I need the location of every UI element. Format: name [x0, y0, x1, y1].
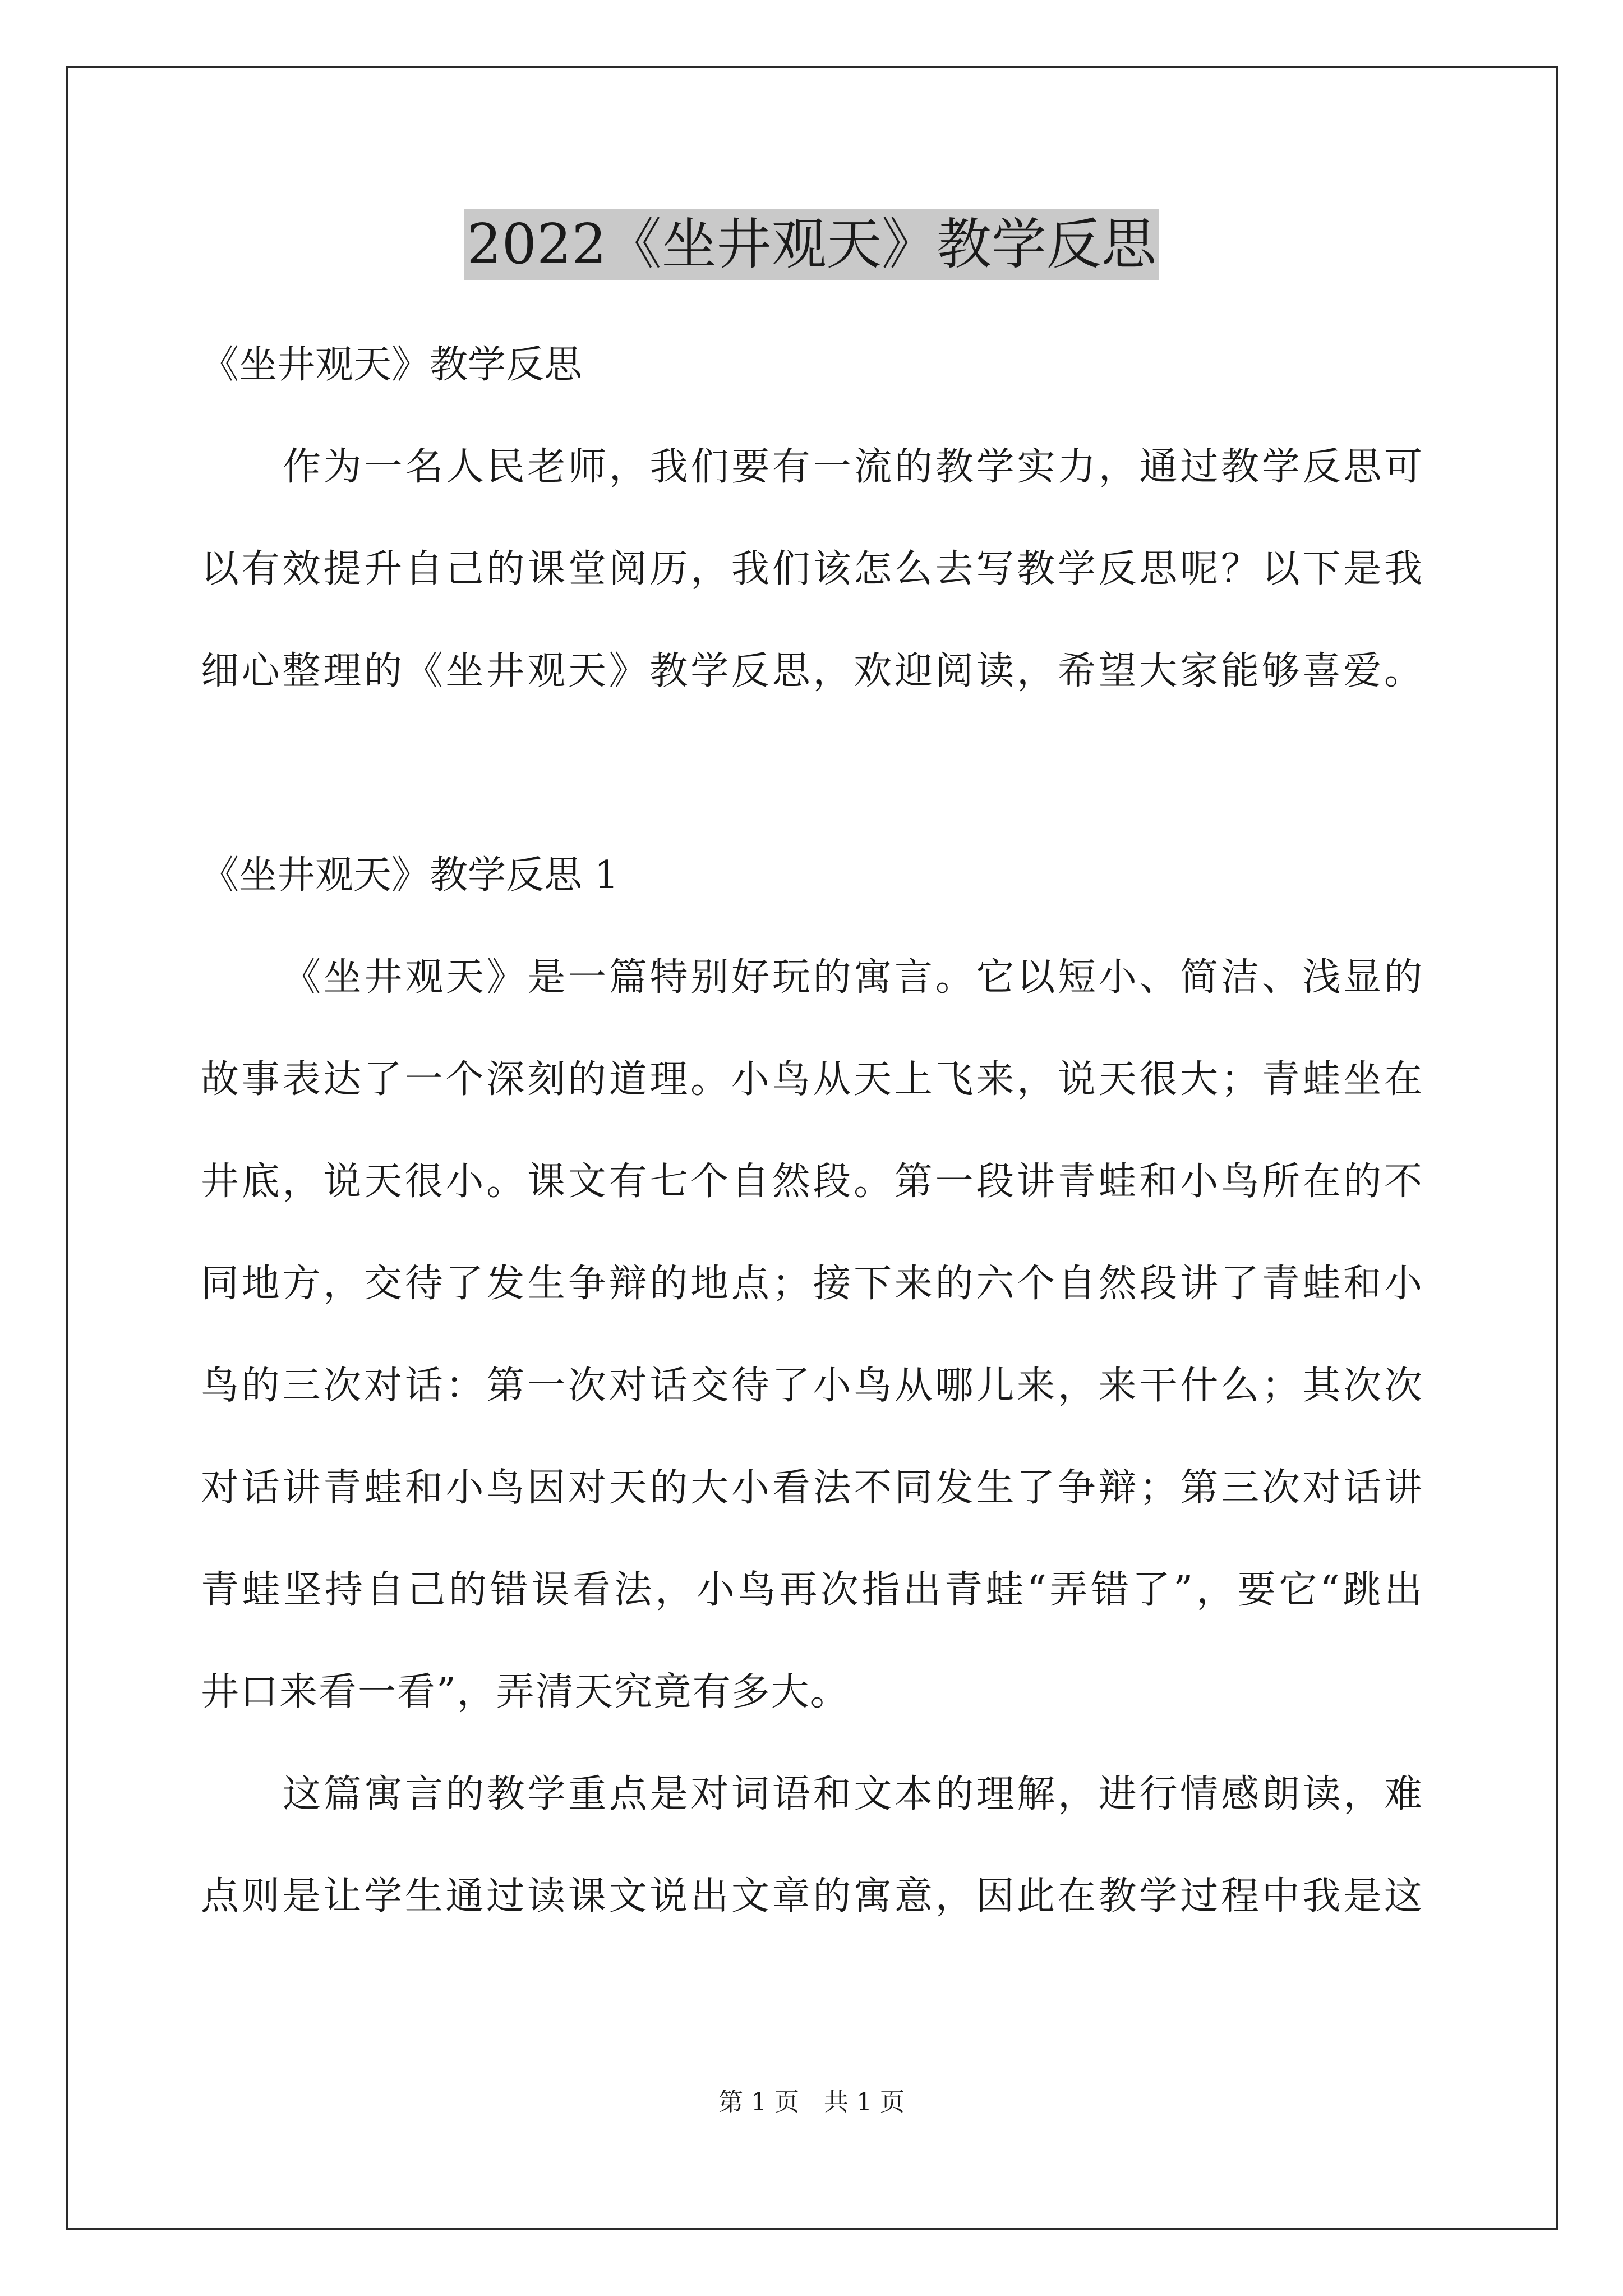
text-line: 对话讲青蛙和小鸟因对天的大小看法不同发生了争辩；第三次对话讲 — [201, 1466, 1423, 1510]
intro-heading: 《坐井观天》教学反思 — [201, 343, 583, 387]
section1-paragraph-1 — [201, 927, 1423, 1743]
text-line: 故事表达了一个深刻的道理。小鸟从天上飞来，说天很大；青蛙坐在 — [201, 1057, 1423, 1102]
document-body — [201, 314, 1423, 1948]
text-line: 作为一名人民老师，我们要有一流的教学实力，通过教学反思可 — [283, 445, 1423, 489]
text-line: 井口来看一看”，弄清天究竟有多大。 — [201, 1670, 850, 1714]
text-line: 《坐井观天》是一篇特别好玩的寓言。它以短小、简洁、浅显的 — [283, 955, 1423, 1000]
spacer — [201, 723, 1423, 825]
page-footer: 第 1 页 共 1 页 — [718, 2088, 905, 2116]
text-line: 同地方，交待了发生争辩的地点；接下来的六个自然段讲了青蛙和小 — [201, 1262, 1423, 1306]
text-line: 以有效提升自己的课堂阅历，我们该怎么去写教学反思呢？以下是我 — [201, 547, 1423, 591]
intro-paragraph — [201, 416, 1423, 723]
text-line: 点则是让学生通过读课文说出文章的寓意，因此在教学过程中我是这 — [201, 1874, 1423, 1918]
document-title: 2022《坐井观天》教学反思 — [464, 209, 1158, 280]
text-line: 细心整理的《坐井观天》教学反思，欢迎阅读，希望大家能够喜爱。 — [201, 649, 1423, 693]
section1-paragraph-2 — [201, 1743, 1423, 1948]
text-line: 鸟的三次对话：第一次对话交待了小鸟从哪儿来，来干什么；其次次 — [201, 1364, 1423, 1408]
text-line: 井底，说天很小。课文有七个自然段。第一段讲青蛙和小鸟所在的不 — [201, 1159, 1423, 1204]
text-line: 青蛙坚持自己的错误看法，小鸟再次指出青蛙“弄错了”，要它“跳出 — [201, 1568, 1423, 1612]
section-heading: 《坐井观天》教学反思 1 — [201, 853, 619, 898]
title-container — [0, 209, 1623, 280]
text-line: 这篇寓言的教学重点是对词语和文本的理解，进行情感朗读，难 — [283, 1772, 1423, 1816]
